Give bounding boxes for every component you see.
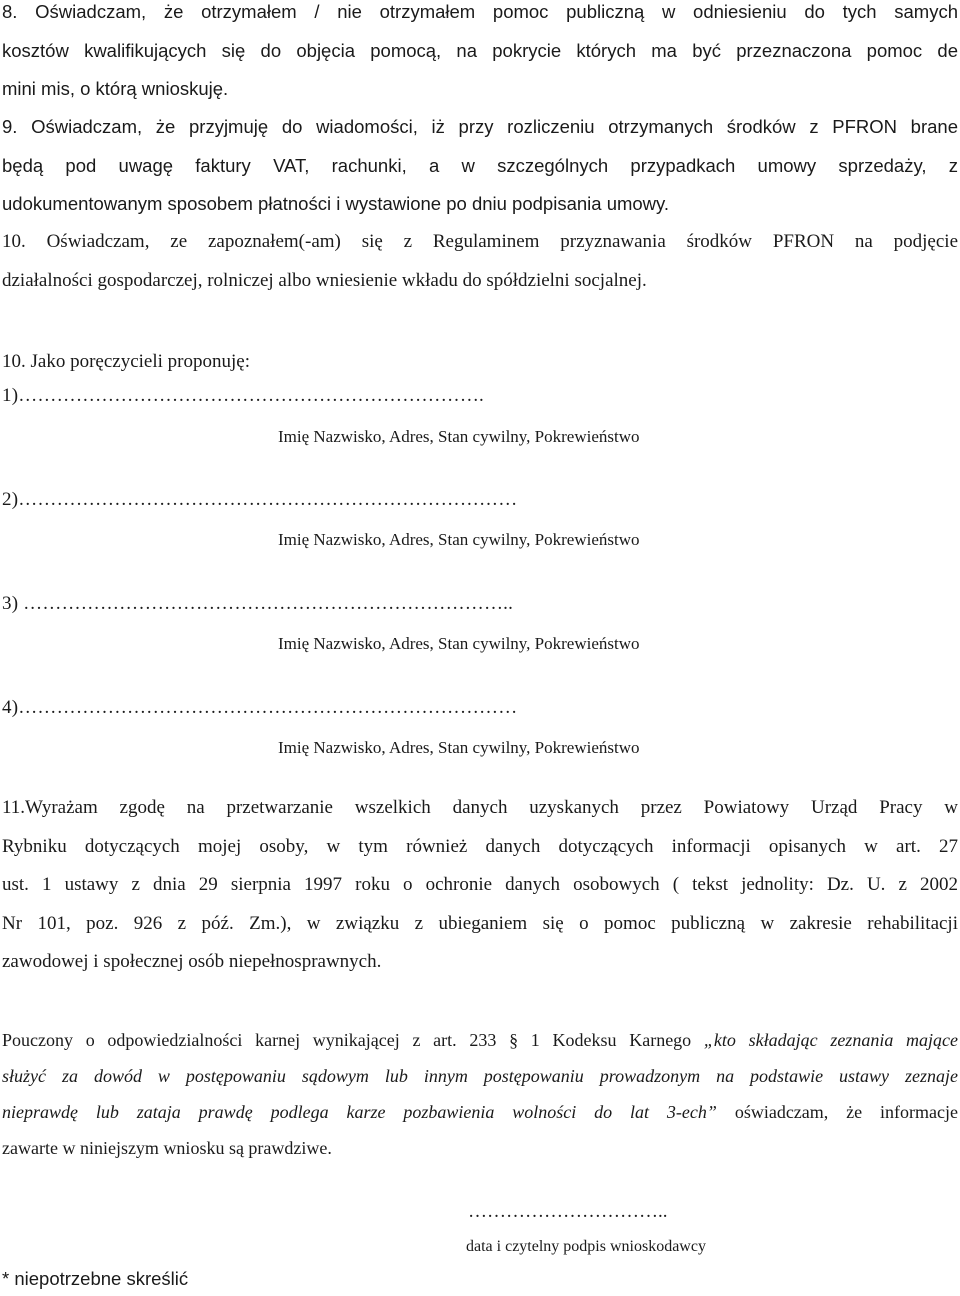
text-line: zawarte w niniejszym wniosku są prawdziwe. <box>2 1138 332 1158</box>
text-line: zawodowej i społecznej osób niepełnosprawnych. <box>2 951 382 972</box>
text-line: 11.Wyrażam zgodę na przetwarzanie wszelkich danych uzyskanych przez Powiatowy Urząd Pracy w <box>2 797 958 818</box>
quote-text: nieprawdę lub zataja prawdę podlega karze pozbawienia wolności do lat 3-ech” <box>2 1102 717 1122</box>
text-line: będą pod uwagę faktury VAT, rachunki, a w szczególnych przypadkach umowy sprzedaży, z <box>2 154 958 176</box>
paragraph-8 <box>2 0 958 109</box>
quote-text: „kto składając zeznania mające <box>703 1030 959 1050</box>
guarantor-1-field[interactable]: 1)………………………………………………………………. <box>2 385 484 406</box>
text-line: mini mis, o którą wnioskuję. <box>2 78 229 99</box>
criminal-liability-statement <box>2 1022 958 1166</box>
paragraph-11 <box>2 789 958 982</box>
text-line: działalności gospodarczej, rolniczej albo wniesienie wkładu do spółdzielni socjalnej. <box>2 269 647 291</box>
text-line: udokumentowanym sposobem płatności i wystawione po dniu podpisania umowy. <box>2 193 670 214</box>
text-line <box>2 1094 958 1130</box>
guarantor-2-field[interactable]: 2)…………………………………………………………………… <box>2 489 518 510</box>
text-span: Pouczony o odpowiedzialności karnej wynikającej z art. 233 <box>2 1030 497 1050</box>
text-span: 1 Kodeksu Karnego <box>530 1030 692 1050</box>
signature-field[interactable]: ………………………….. <box>468 1201 668 1222</box>
guarantor-1-caption: Imię Nazwisko, Adres, Stan cywilny, Pokrewieństwo <box>278 427 640 446</box>
signature-caption: data i czytelny podpis wnioskodawcy <box>466 1238 706 1255</box>
footnote: * niepotrzebne skreślić <box>2 1268 189 1289</box>
paragraph-10-regulations <box>2 223 958 300</box>
section-symbol: § <box>509 1030 519 1050</box>
text-line: kosztów kwalifikujących się do objęcia pomocą, na pokrycie których ma być przeznaczona pomoc de <box>2 39 958 61</box>
text-line <box>2 223 958 262</box>
text-line <box>2 1058 958 1094</box>
text-line: 9. Oświadczam, że przyjmuję do wiadomości, iż przy rozliczeniu otrzymanych środków z PFRON brane <box>2 116 958 137</box>
paragraph-number: 10. <box>2 231 26 252</box>
guarantor-2-caption: Imię Nazwisko, Adres, Stan cywilny, Pokrewieństwo <box>278 530 640 549</box>
guarantor-4-caption: Imię Nazwisko, Adres, Stan cywilny, Pokrewieństwo <box>278 738 640 757</box>
text-span: oświadczam, że informacje <box>734 1102 959 1122</box>
text-line: 10. Jako poręczycieli proponuję: <box>2 351 250 372</box>
text-line: Nr 101, poz. 926 z póź. Zm.), w związku z ubieganiem się o pomoc publiczną w zakresie rehabilitacji <box>2 912 958 934</box>
guarantor-3-field[interactable]: 3) ………………………………………………………………….. <box>2 593 514 614</box>
guarantor-4-field[interactable]: 4)…………………………………………………………………… <box>2 697 518 718</box>
paragraph-9 <box>2 108 958 224</box>
text-line: 8. Oświadczam, że otrzymałem / nie otrzymałem pomoc publiczną w odniesieniu do tych samych <box>2 1 958 22</box>
text-line: Rybniku dotyczących mojej osoby, w tym również danych dotyczących informacji opisanych w art. 27 <box>2 835 958 857</box>
text-line <box>2 1022 958 1058</box>
guarantor-3-caption: Imię Nazwisko, Adres, Stan cywilny, Pokrewieństwo <box>278 634 640 653</box>
quote-text: służyć za dowód w postępowaniu sądowym lub innym postępowaniu prowadzonym na podstawie ustawy zeznaje <box>2 1066 958 1086</box>
text-line: ust. 1 ustawy z dnia 29 sierpnia 1997 roku o ochronie danych osobowych ( tekst jednolity: Dz. U. z 2002 <box>2 874 958 895</box>
text-span: Oświadczam, ze zapoznałem(-am) się z Regulaminem przyznawania środków PFRON na podjęcie <box>46 231 959 252</box>
guarantors-heading <box>2 343 958 382</box>
